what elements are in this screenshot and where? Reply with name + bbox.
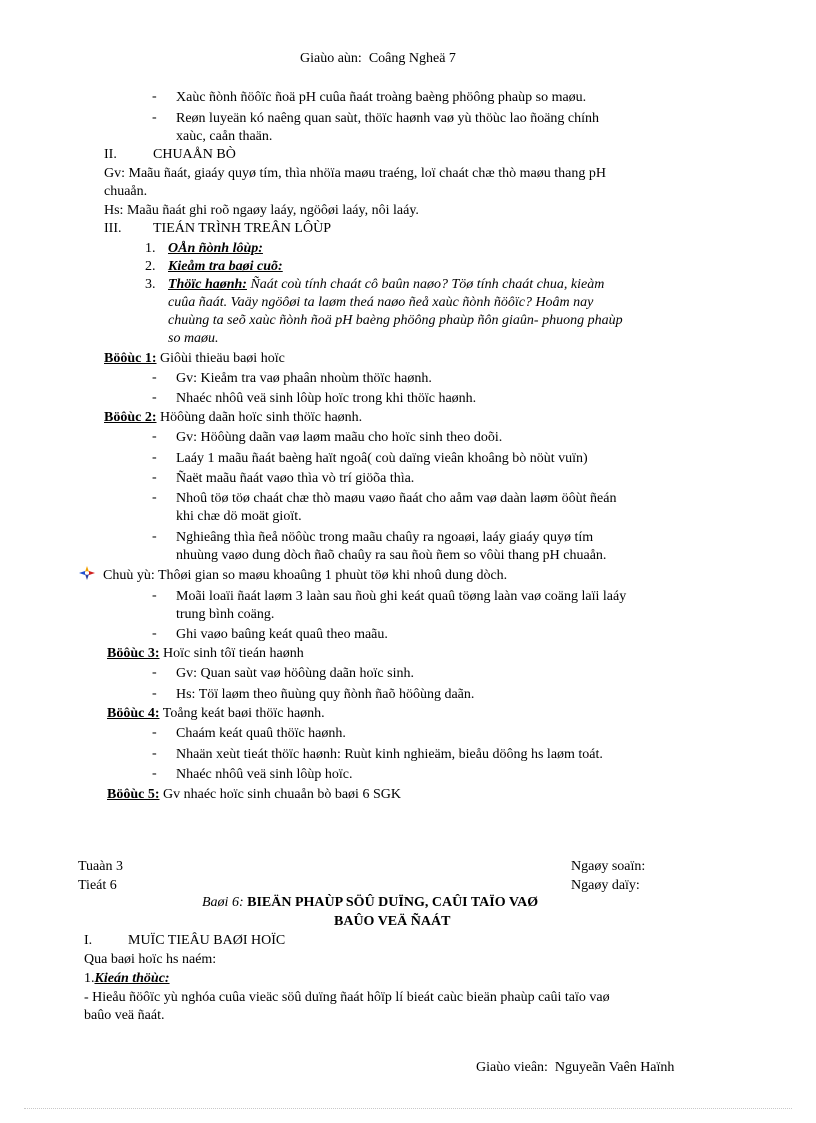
dash: - xyxy=(152,490,157,505)
buoc-item-cont: khi chæ dö moät gioït. xyxy=(176,509,302,524)
header-subject: Coâng Ngheä 7 xyxy=(368,51,456,66)
lesson-prefix: Baøi 6: xyxy=(202,895,244,910)
buoc-item: Nhoû töø töø chaát chæ thò maøu vaøo ñaát cho aåm vaø daàn laøm öôùt ñeán xyxy=(176,491,617,506)
chu-y-item-cont: trung bình coäng. xyxy=(176,607,275,622)
section-number: I. xyxy=(84,933,93,948)
date-taught: Ngaøy daïy: xyxy=(571,878,640,893)
buoc-4 xyxy=(107,705,325,723)
pointer-icon xyxy=(79,566,95,580)
footer-label: Giaùo vieân: xyxy=(476,1060,548,1075)
page-footer xyxy=(476,1059,674,1077)
buoc-item: Gv: Höôùng daãn vaø laøm maãu cho hoïc sinh theo doõi. xyxy=(176,430,503,445)
dash: - xyxy=(152,665,157,680)
lesson-title-line2: BAÛO VEÄ ÑAÁT xyxy=(334,914,451,929)
buoc-item: Chaám keát quaû thöïc haønh. xyxy=(176,726,346,741)
date-prepared: Ngaøy soaïn: xyxy=(571,859,646,874)
chu-y-item: Moãi loaïi ñaát laøm 3 laàn sau ñoù ghi keát quaû töøng laàn vaø coäng laïi laáy xyxy=(176,589,627,604)
knowledge-heading xyxy=(84,970,170,988)
gv-prep-cont: chuaån. xyxy=(104,184,148,199)
section-number: III. xyxy=(104,221,122,236)
buoc-label: Böôùc 2: xyxy=(104,410,157,425)
dash: - xyxy=(152,89,157,104)
page-header xyxy=(300,50,456,68)
page-bottom-border xyxy=(24,1108,792,1109)
buoc-label: Böôùc 3: xyxy=(107,646,160,661)
step-3-cont: chuùng ta seõ xaùc ñònh ñoä pH baèng phöông phaùp ñôn giaûn- phuong phaùp xyxy=(168,313,623,328)
buoc-item: Ñaët maãu ñaát vaøo thìa vò trí giöõa thìa. xyxy=(176,471,415,486)
buoc-text: Höôùng daãn hoïc sinh thöïc haønh. xyxy=(156,410,363,425)
buoc-label: Böôùc 4: xyxy=(107,706,160,721)
objective-item-cont: xaùc, caån thaän. xyxy=(176,129,273,144)
dash: - xyxy=(152,686,157,701)
dash: - xyxy=(152,626,157,641)
step-number: 1. xyxy=(145,241,156,256)
header-label: Giaùo aùn: xyxy=(300,51,362,66)
dash: - xyxy=(152,370,157,385)
section-number: II. xyxy=(104,147,117,162)
buoc-5 xyxy=(107,786,401,804)
buoc-1 xyxy=(104,350,285,368)
buoc-label: Böôùc 5: xyxy=(107,787,160,802)
section-title: TIEÁN TRÌNH TREÂN LÔÙP xyxy=(153,221,331,236)
buoc-item: Nhaéc nhôû veä sinh lôùp hoïc trong khi thöïc haønh. xyxy=(176,391,477,406)
dash: - xyxy=(152,429,157,444)
knowledge-label: Kieán thöùc: xyxy=(94,971,170,986)
knowledge-text-cont: baûo veä ñaát. xyxy=(84,1008,165,1023)
buoc-3 xyxy=(107,645,304,663)
lesson-title xyxy=(202,894,538,912)
week-number: Tuaàn 3 xyxy=(78,859,123,874)
buoc-item: Gv: Quan saùt vaø höôùng daãn hoïc sinh. xyxy=(176,666,414,681)
step-number: 2. xyxy=(145,259,156,274)
chu-y-note: Chuù yù: Thôøi gian so maøu khoaûng 1 phuùt töø khi nhoû dung dòch. xyxy=(103,568,508,583)
step-title: Thöïc haønh: xyxy=(168,277,247,292)
step-title: OÅn ñònh lôùp: xyxy=(168,241,263,256)
dash: - xyxy=(152,746,157,761)
buoc-2 xyxy=(104,409,362,427)
step-3-cont: cuûa ñaát. Vaäy ngöôøi ta laøm theá naøo ñeå xaùc ñònh ñöôïc? Hoâm nay xyxy=(168,295,594,310)
section-title: CHUAÅN BÒ xyxy=(153,147,236,162)
buoc-text: Hoïc sinh tôï tieán haønh xyxy=(159,646,304,661)
chu-y-item: Ghi vaøo baûng keát quaû theo maãu. xyxy=(176,627,388,642)
dash: - xyxy=(152,110,157,125)
dash: - xyxy=(152,766,157,781)
dash: - xyxy=(152,588,157,603)
buoc-item: Laáy 1 maãu ñaát baèng haït ngoâ( coù daïng vieân khoâng bò nöùt vuïn) xyxy=(176,451,588,466)
knowledge-number: 1. xyxy=(84,971,95,986)
buoc-text: Toång keát baøi thöïc haønh. xyxy=(159,706,325,721)
buoc-item: Nghieâng thìa ñeå nöôùc trong maãu chaûy ra ngoaøi, laáy giaáy quyø tím xyxy=(176,530,594,545)
dash: - xyxy=(152,529,157,544)
knowledge-text: - Hieåu ñöôïc yù nghóa cuûa vieäc söû duïng ñaát hôïp lí bieát caùc bieän phaùp caûi taïo vaø xyxy=(84,990,610,1005)
step-3-cont: so maøu. xyxy=(168,331,219,346)
buoc-item: Nhaän xeùt tieát thöïc haønh: Ruùt kinh nghieäm, bieåu döông hs laøm toát. xyxy=(176,747,603,762)
buoc-item: Gv: Kieåm tra vaø phaân nhoùm thöïc haønh. xyxy=(176,371,432,386)
buoc-item-cont: nhuùng vaøo dung dòch ñaõ chaûy ra sau ñoù ñem so vôùi thang pH chuaån. xyxy=(176,548,607,563)
buoc-text: Giôùi thieäu baøi hoïc xyxy=(156,351,285,366)
dash: - xyxy=(152,470,157,485)
objective-item: Reøn luyeän kó naêng quan saùt, thöïc haønh vaø yù thöùc lao ñoäng chính xyxy=(176,111,600,126)
buoc-text: Gv nhaéc hoïc sinh chuaån bò baøi 6 SGK xyxy=(159,787,401,802)
step-title: Kieåm tra baøi cuõ: xyxy=(168,259,283,274)
dash: - xyxy=(152,450,157,465)
gv-prep: Gv: Maãu ñaát, giaáy quyø tím, thìa nhöïa maøu traéng, loï chaát chæ thò maøu thang pH xyxy=(104,166,606,181)
buoc-item: Hs: Töï laøm theo ñuùng quy ñònh ñaõ höôùng daãn. xyxy=(176,687,475,702)
period-number: Tieát 6 xyxy=(78,878,117,893)
step-number: 3. xyxy=(145,277,156,292)
objective-item: Xaùc ñònh ñöôïc ñoä pH cuûa ñaát troàng baèng phöông phaùp so maøu. xyxy=(176,90,587,105)
dash: - xyxy=(152,390,157,405)
hs-prep: Hs: Maãu ñaát ghi roõ ngaøy laáy, ngöôøi laáy, nôi laáy. xyxy=(104,203,419,218)
step-3-line xyxy=(168,276,604,294)
buoc-label: Böôùc 1: xyxy=(104,351,157,366)
intro-text: Qua baøi hoïc hs naém: xyxy=(84,952,217,967)
section-title: MUÏC TIEÂU BAØI HOÏC xyxy=(128,933,286,948)
lesson-title-line1: BIEÄN PHAÙP SÖÛ DUÏNG, CAÛI TAÏO VAØ xyxy=(243,895,539,910)
step-text: Ñaát coù tính chaát cô baûn naøo? Töø tính chaát chua, kieàm xyxy=(246,277,605,292)
buoc-item: Nhaéc nhôû veä sinh lôùp hoïc. xyxy=(176,767,353,782)
dash: - xyxy=(152,725,157,740)
teacher-name: Nguyeãn Vaên Haïnh xyxy=(554,1060,675,1075)
